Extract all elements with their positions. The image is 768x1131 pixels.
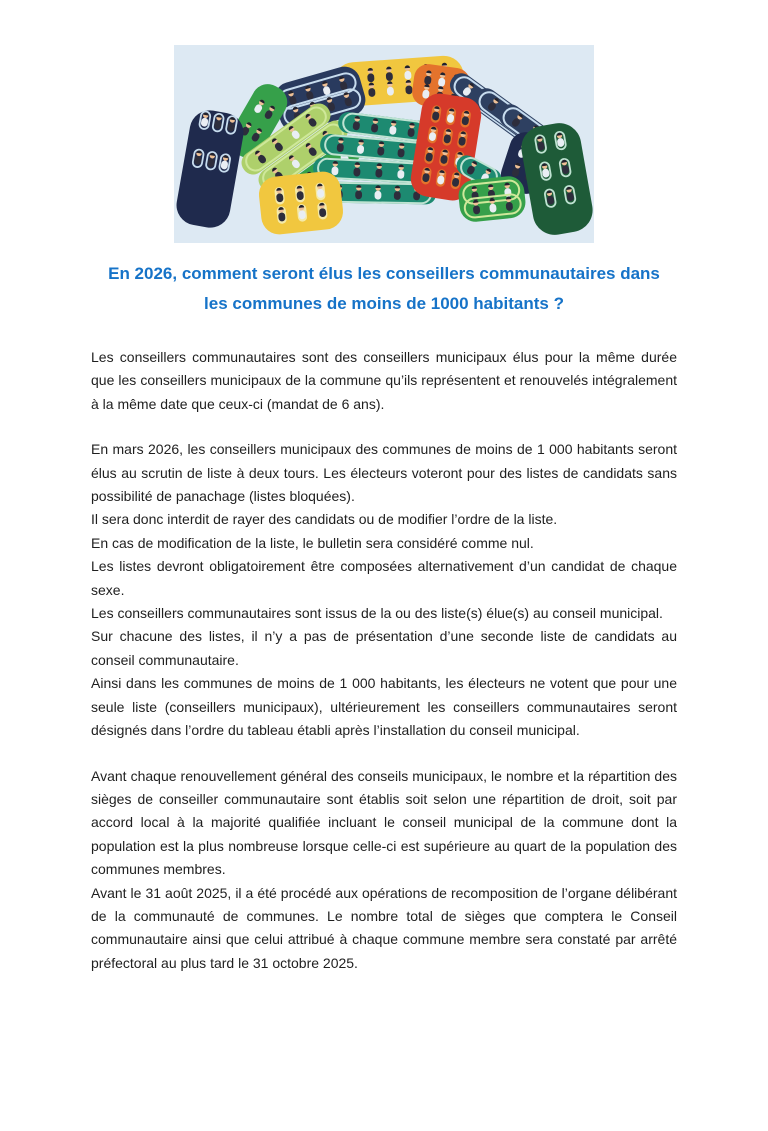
page-title-line1: En 2026, comment seront élus les conseillers communautaires dans xyxy=(108,264,660,283)
body-paragraph: Ainsi dans les communes de moins de 1 000 habitants, les électeurs ne votent que pour une seule liste (conseillers municipaux), ultérieurement les conseillers communautaires seront désignés dans l’ordre du tableau établi après l’installation du conseil municipal. xyxy=(91,675,677,739)
assembly-illustration-svg xyxy=(174,45,594,243)
seating-bench xyxy=(457,175,527,224)
page-title-line2: les communes de moins de 1000 habitants ? xyxy=(204,294,564,313)
text-block xyxy=(91,438,677,742)
text-block xyxy=(91,346,677,416)
person-figure-icon xyxy=(355,185,362,199)
body-paragraph: Avant chaque renouvellement général des conseils municipaux, le nombre et la répartition des sièges de conseiller communautaire sont établis soit selon une répartition de droit, soit par accord local à la majorité qualifiée incluant le conseil municipal de la commune dont la population est la plus nombreuse lorsque celle-ci est supérieure au quart de la population des communes membres. xyxy=(91,767,677,878)
person-figure-icon xyxy=(374,185,381,199)
document-body xyxy=(91,346,677,975)
body-paragraph: Les conseillers communautaires sont issus de la ou des liste(s) élue(s) au conseil municipal. xyxy=(91,605,663,622)
seating-bench xyxy=(257,170,345,236)
body-paragraph: En mars 2026, les conseillers municipaux des communes de moins de 1 000 habitants seront élus au scrutin de liste à deux tours. Les électeurs voteront pour des listes de candidats sans possibilité de panachage (listes bloquées). xyxy=(91,441,677,505)
body-paragraph: En cas de modification de la liste, le bulletin sera considéré comme nul. xyxy=(91,534,534,551)
text-block xyxy=(91,765,677,976)
person-figure-icon xyxy=(394,186,401,200)
assembly-illustration xyxy=(174,45,594,243)
body-paragraph: Les conseillers communautaires sont des conseillers municipaux élus pour la même durée que les conseillers municipaux de la commune qu’ils représentent et renouvelés intégralement à la même date que ceux-ci (mandat de 6 ans). xyxy=(91,349,677,412)
body-paragraph: Il sera donc interdit de rayer des candidats ou de modifier l’ordre de la liste. xyxy=(91,511,558,528)
body-paragraph: Avant le 31 août 2025, il a été procédé aux opérations de recomposition de l’organe délibérant de la communauté de communes. Le nombre total de sièges que comptera le Conseil communautaire ainsi que celui attribué à chaque commune membre sera constaté par arrêté préfectoral au plus tard le 31 octobre 2025. xyxy=(91,884,677,971)
page-title xyxy=(60,259,708,319)
body-paragraph: Sur chacune des listes, il n’y a pas de présentation d’une seconde liste de candidats au conseil communautaire. xyxy=(91,628,677,668)
document-page xyxy=(0,45,768,1131)
body-paragraph: Les listes devront obligatoirement être composées alternativement d’un candidat de chaque sexe. xyxy=(91,558,677,598)
